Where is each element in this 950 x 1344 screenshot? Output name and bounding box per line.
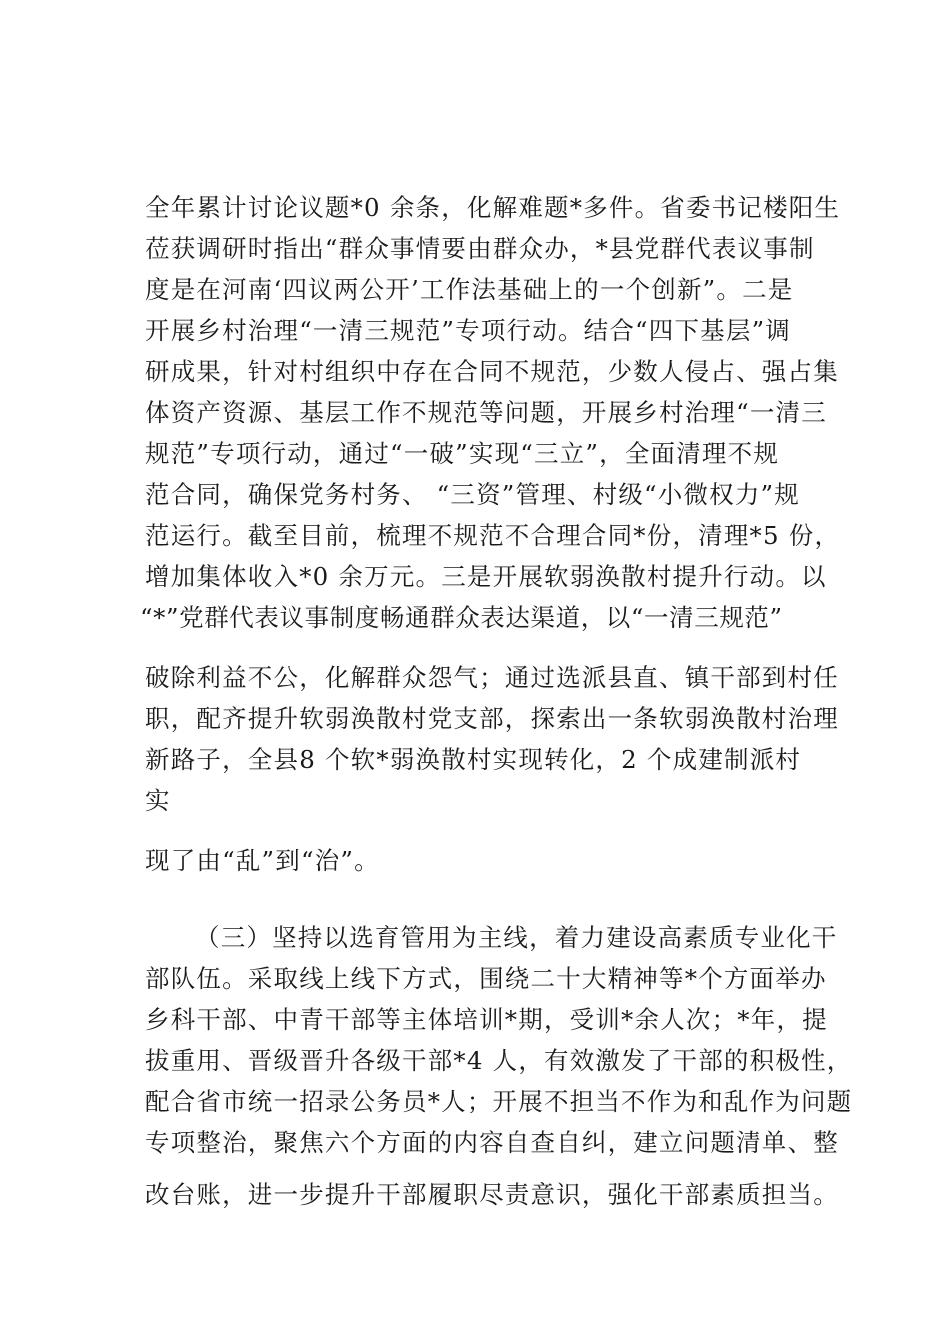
text-line: 体资产资源、基层工作不规范等问题，开展乡村治理“一清三 xyxy=(145,398,827,427)
text-line: 职，配齐提升软弱涣散村党支部，探索出一条软弱涣散村治理 xyxy=(145,704,839,733)
text-line: 部队伍。采取线上线下方式，围绕二十大精神等*个方面举办 xyxy=(145,964,827,993)
text-line: 配合省市统一招录公务员*人；开展不担当不作为和乱作为问题 xyxy=(145,1087,853,1116)
text-line: “*”党群代表议事制度畅通群众表达渠道，以“一清三规范” xyxy=(140,603,783,632)
text-line: 增加集体收入*0 余万元。三是开展软弱涣散村提升行动。以 xyxy=(145,562,827,591)
text-line: 规范”专项行动，通过“一破”实现“三立”，全面清理不规 xyxy=(145,439,780,468)
text-line: 拔重用、晋级晋升各级干部*4 人，有效激发了干部的积极性， xyxy=(145,1046,853,1075)
text-line: 莅获调研时指出“群众事情要由群众办，*县党群代表议事制 xyxy=(145,234,815,263)
text-line: 专项整治，聚焦六个方面的内容自查自纠，建立问题清单、整 xyxy=(145,1128,839,1157)
text-line: 全年累计讨论议题*0 余条，化解难题*多件。省委书记楼阳生 xyxy=(145,193,841,222)
text-line: （三）坚持以选育管用为主线，着力建设高素质专业化干 xyxy=(195,923,838,952)
text-line: 新路子，全县8 个软*弱涣散村实现转化，2 个成建制派村 xyxy=(145,745,802,774)
text-line: 范运行。截至目前，梳理不规范不合理合同*份，清理*5 份， xyxy=(145,521,841,550)
text-line: 改台账，进一步提升干部履职尽责意识，强化干部素质担当。 xyxy=(145,1180,839,1209)
text-line: 范合同，确保党务村务、 “三资”管理、村级“小微权力”规 xyxy=(145,480,800,509)
text-line: 研成果，针对村组织中存在合同不规范，少数人侵占、强占集 xyxy=(145,357,839,386)
text-line: 乡科干部、中青干部等主体培训*期，受训*余人次；*年，提 xyxy=(145,1005,828,1034)
text-line: 破除利益不公，化解群众怨气；通过选派县直、镇干部到村任 xyxy=(145,663,839,692)
text-line: 实 xyxy=(145,786,171,815)
text-line: 开展乡村治理“一清三规范”专项行动。结合“四下基层”调 xyxy=(145,316,791,345)
text-line: 度是在河南‘四议两公开’工作法基础上的一个创新”。二是 xyxy=(145,275,794,304)
text-line: 现了由“乱”到“治”。 xyxy=(145,846,380,875)
